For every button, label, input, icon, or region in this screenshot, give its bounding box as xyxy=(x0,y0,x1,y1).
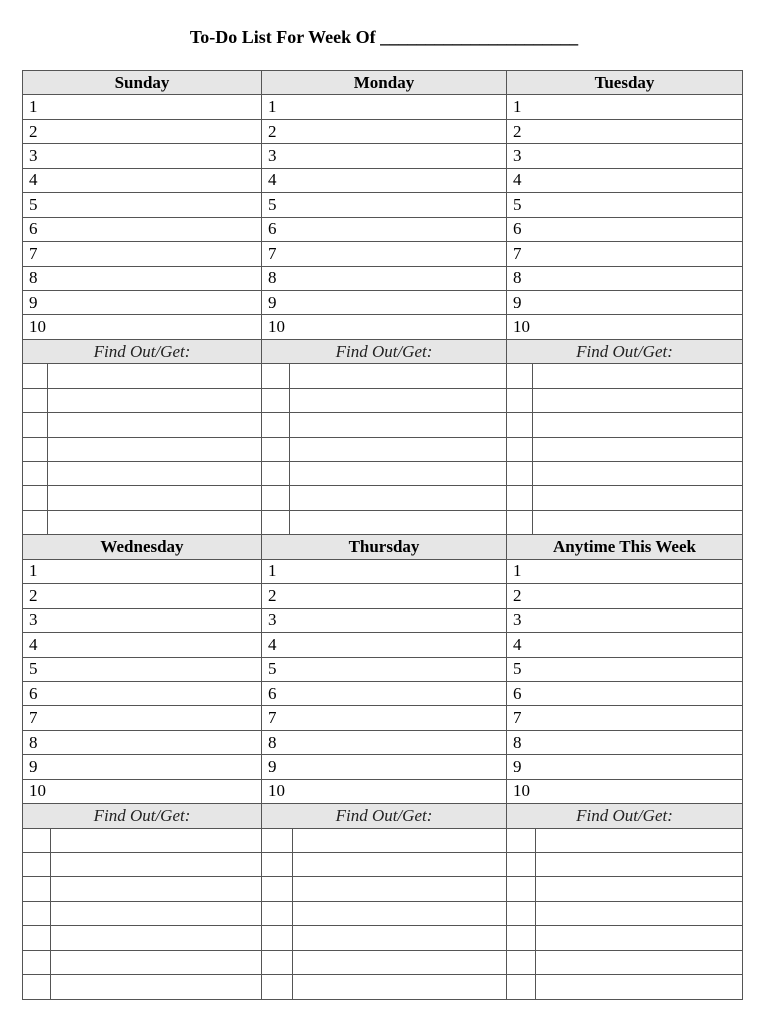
task-cell[interactable]: 3 xyxy=(507,144,743,168)
find-out-cell[interactable] xyxy=(262,413,507,437)
find-out-cell[interactable] xyxy=(262,901,507,925)
checkbox-column-divider xyxy=(47,364,48,387)
checkbox-column-divider xyxy=(289,511,290,534)
task-cell[interactable]: 5 xyxy=(23,193,262,217)
checkbox-column-divider xyxy=(532,438,533,461)
find-out-cell[interactable] xyxy=(23,437,262,461)
find-out-row xyxy=(23,950,743,974)
find-out-cell[interactable] xyxy=(262,877,507,901)
day-header-row xyxy=(23,71,743,95)
task-row xyxy=(23,681,743,705)
task-cell[interactable]: 9 xyxy=(262,290,507,314)
task-cell[interactable]: 9 xyxy=(23,290,262,314)
find-out-get-label: Find Out/Get: xyxy=(23,339,262,363)
task-row xyxy=(23,95,743,119)
task-cell[interactable]: 3 xyxy=(262,144,507,168)
task-cell[interactable]: 4 xyxy=(507,633,743,657)
task-cell[interactable]: 2 xyxy=(23,119,262,143)
task-cell[interactable]: 7 xyxy=(262,706,507,730)
task-cell[interactable]: 1 xyxy=(507,559,743,583)
task-cell[interactable]: 8 xyxy=(507,730,743,754)
task-cell[interactable]: 1 xyxy=(262,95,507,119)
task-cell[interactable]: 3 xyxy=(262,608,507,632)
task-cell[interactable]: 10 xyxy=(23,315,262,339)
find-out-cell[interactable] xyxy=(23,877,262,901)
find-out-row xyxy=(23,926,743,950)
task-cell[interactable]: 2 xyxy=(262,584,507,608)
find-out-cell[interactable] xyxy=(507,975,743,1000)
find-out-row xyxy=(23,975,743,1000)
checkbox-column-divider xyxy=(292,853,293,876)
task-row xyxy=(23,193,743,217)
find-out-row xyxy=(23,853,743,877)
find-out-get-label: Find Out/Get: xyxy=(262,339,507,363)
task-row xyxy=(23,706,743,730)
task-cell[interactable]: 1 xyxy=(262,559,507,583)
find-out-cell[interactable] xyxy=(23,510,262,534)
day-header-tuesday: Tuesday xyxy=(507,71,743,95)
find-out-cell[interactable] xyxy=(507,926,743,950)
checkbox-column-divider xyxy=(50,853,51,876)
find-out-cell[interactable] xyxy=(23,486,262,510)
find-out-cell[interactable] xyxy=(507,462,743,486)
task-cell[interactable]: 7 xyxy=(262,242,507,266)
task-cell[interactable]: 9 xyxy=(262,755,507,779)
task-cell[interactable]: 6 xyxy=(23,217,262,241)
task-cell[interactable]: 3 xyxy=(507,608,743,632)
find-out-cell[interactable] xyxy=(507,510,743,534)
find-out-cell[interactable] xyxy=(262,926,507,950)
task-cell[interactable]: 10 xyxy=(507,315,743,339)
task-cell[interactable]: 5 xyxy=(507,657,743,681)
task-cell[interactable]: 7 xyxy=(507,706,743,730)
task-row xyxy=(23,779,743,803)
find-out-row xyxy=(23,901,743,925)
task-cell[interactable]: 5 xyxy=(507,193,743,217)
checkbox-column-divider xyxy=(292,926,293,949)
day-header-thursday: Thursday xyxy=(262,535,507,559)
checkbox-column-divider xyxy=(47,389,48,412)
find-out-row xyxy=(23,462,743,486)
find-out-cell[interactable] xyxy=(507,388,743,412)
checkbox-column-divider xyxy=(292,975,293,999)
day-header-monday: Monday xyxy=(262,71,507,95)
checkbox-column-divider xyxy=(535,975,536,999)
find-out-cell[interactable] xyxy=(23,462,262,486)
task-row xyxy=(23,242,743,266)
task-cell[interactable]: 2 xyxy=(23,584,262,608)
task-cell[interactable]: 1 xyxy=(507,95,743,119)
checkbox-column-divider xyxy=(50,951,51,974)
find-out-cell[interactable] xyxy=(262,462,507,486)
task-row xyxy=(23,559,743,583)
find-out-cell[interactable] xyxy=(262,510,507,534)
task-cell[interactable]: 7 xyxy=(23,242,262,266)
task-cell[interactable]: 8 xyxy=(507,266,743,290)
task-cell[interactable]: 8 xyxy=(262,730,507,754)
checkbox-column-divider xyxy=(535,951,536,974)
find-out-header-row xyxy=(23,804,743,828)
task-cell[interactable]: 10 xyxy=(23,779,262,803)
task-cell[interactable]: 2 xyxy=(507,584,743,608)
find-out-cell[interactable] xyxy=(507,486,743,510)
checkbox-column-divider xyxy=(289,462,290,485)
task-row xyxy=(23,290,743,314)
task-cell[interactable]: 10 xyxy=(262,315,507,339)
task-cell[interactable]: 6 xyxy=(23,681,262,705)
find-out-cell[interactable] xyxy=(507,853,743,877)
checkbox-column-divider xyxy=(289,389,290,412)
page-title: To-Do List For Week Of ______________________ xyxy=(189,27,579,47)
find-out-cell[interactable] xyxy=(23,853,262,877)
task-cell[interactable]: 2 xyxy=(262,119,507,143)
find-out-row xyxy=(23,388,743,412)
task-cell[interactable]: 4 xyxy=(262,633,507,657)
checkbox-column-divider xyxy=(47,486,48,509)
checkbox-column-divider xyxy=(292,829,293,852)
task-cell[interactable]: 1 xyxy=(23,95,262,119)
find-out-cell[interactable] xyxy=(23,413,262,437)
find-out-cell[interactable] xyxy=(262,437,507,461)
task-cell[interactable]: 4 xyxy=(23,168,262,192)
weekly-planner-table xyxy=(22,70,743,1000)
task-cell[interactable]: 4 xyxy=(262,168,507,192)
checkbox-column-divider xyxy=(292,877,293,900)
task-row xyxy=(23,119,743,143)
task-cell[interactable]: 6 xyxy=(262,217,507,241)
find-out-row xyxy=(23,828,743,852)
checkbox-column-divider xyxy=(289,486,290,509)
find-out-cell[interactable] xyxy=(507,364,743,388)
find-out-cell[interactable] xyxy=(262,486,507,510)
find-out-cell[interactable] xyxy=(262,388,507,412)
task-cell[interactable]: 5 xyxy=(262,657,507,681)
find-out-cell[interactable] xyxy=(262,364,507,388)
find-out-cell[interactable] xyxy=(507,413,743,437)
find-out-cell[interactable] xyxy=(507,901,743,925)
day-header-anytime-this-week: Anytime This Week xyxy=(507,535,743,559)
task-cell[interactable]: 9 xyxy=(23,755,262,779)
checkbox-column-divider xyxy=(292,902,293,925)
find-out-cell[interactable] xyxy=(262,950,507,974)
find-out-cell[interactable] xyxy=(507,437,743,461)
task-cell[interactable]: 9 xyxy=(507,755,743,779)
task-cell[interactable]: 3 xyxy=(23,144,262,168)
task-cell[interactable]: 2 xyxy=(507,119,743,143)
checkbox-column-divider xyxy=(50,829,51,852)
task-cell[interactable]: 9 xyxy=(507,290,743,314)
find-out-row xyxy=(23,877,743,901)
checkbox-column-divider xyxy=(532,364,533,387)
find-out-cell[interactable] xyxy=(23,950,262,974)
find-out-get-label: Find Out/Get: xyxy=(23,804,262,828)
find-out-cell[interactable] xyxy=(262,828,507,852)
checkbox-column-divider xyxy=(535,877,536,900)
find-out-cell[interactable] xyxy=(507,950,743,974)
task-cell[interactable]: 8 xyxy=(23,730,262,754)
task-cell[interactable]: 5 xyxy=(262,193,507,217)
checkbox-column-divider xyxy=(532,413,533,436)
checkbox-column-divider xyxy=(535,926,536,949)
task-cell[interactable]: 4 xyxy=(23,633,262,657)
checkbox-column-divider xyxy=(50,975,51,999)
task-cell[interactable]: 10 xyxy=(262,779,507,803)
checkbox-column-divider xyxy=(47,438,48,461)
task-row xyxy=(23,168,743,192)
day-header-wednesday: Wednesday xyxy=(23,535,262,559)
day-header-row xyxy=(23,535,743,559)
find-out-row xyxy=(23,486,743,510)
find-out-cell[interactable] xyxy=(23,364,262,388)
checkbox-column-divider xyxy=(289,438,290,461)
task-cell[interactable]: 1 xyxy=(23,559,262,583)
task-cell[interactable]: 4 xyxy=(507,168,743,192)
task-row xyxy=(23,217,743,241)
find-out-cell[interactable] xyxy=(23,926,262,950)
checkbox-column-divider xyxy=(532,486,533,509)
find-out-get-label: Find Out/Get: xyxy=(507,339,743,363)
task-row xyxy=(23,584,743,608)
find-out-cell[interactable] xyxy=(507,877,743,901)
checkbox-column-divider xyxy=(535,853,536,876)
task-row xyxy=(23,730,743,754)
find-out-get-label: Find Out/Get: xyxy=(507,804,743,828)
task-cell[interactable]: 6 xyxy=(262,681,507,705)
find-out-cell[interactable] xyxy=(262,975,507,1000)
find-out-cell[interactable] xyxy=(23,901,262,925)
find-out-cell[interactable] xyxy=(23,828,262,852)
task-cell[interactable]: 7 xyxy=(23,706,262,730)
find-out-row xyxy=(23,437,743,461)
find-out-cell[interactable] xyxy=(23,388,262,412)
day-header-sunday: Sunday xyxy=(23,71,262,95)
find-out-row xyxy=(23,510,743,534)
checkbox-column-divider xyxy=(535,902,536,925)
find-out-header-row xyxy=(23,339,743,363)
checkbox-column-divider xyxy=(532,389,533,412)
checkbox-column-divider xyxy=(532,511,533,534)
task-cell[interactable]: 10 xyxy=(507,779,743,803)
task-cell[interactable]: 6 xyxy=(507,681,743,705)
task-cell[interactable]: 5 xyxy=(23,657,262,681)
checkbox-column-divider xyxy=(47,511,48,534)
checkbox-column-divider xyxy=(50,877,51,900)
find-out-cell[interactable] xyxy=(23,975,262,1000)
checkbox-column-divider xyxy=(535,829,536,852)
task-row xyxy=(23,633,743,657)
checkbox-column-divider xyxy=(292,951,293,974)
find-out-cell[interactable] xyxy=(507,828,743,852)
task-row xyxy=(23,144,743,168)
checkbox-column-divider xyxy=(50,902,51,925)
checkbox-column-divider xyxy=(50,926,51,949)
task-cell[interactable]: 7 xyxy=(507,242,743,266)
checkbox-column-divider xyxy=(47,462,48,485)
checkbox-column-divider xyxy=(47,413,48,436)
checkbox-column-divider xyxy=(289,413,290,436)
task-row xyxy=(23,657,743,681)
find-out-row xyxy=(23,413,743,437)
checkbox-column-divider xyxy=(289,364,290,387)
task-cell[interactable]: 3 xyxy=(23,608,262,632)
find-out-get-label: Find Out/Get: xyxy=(262,804,507,828)
task-row xyxy=(23,315,743,339)
find-out-cell[interactable] xyxy=(262,853,507,877)
find-out-row xyxy=(23,364,743,388)
task-row xyxy=(23,266,743,290)
checkbox-column-divider xyxy=(532,462,533,485)
task-cell[interactable]: 6 xyxy=(507,217,743,241)
task-cell[interactable]: 8 xyxy=(262,266,507,290)
task-row xyxy=(23,755,743,779)
task-cell[interactable]: 8 xyxy=(23,266,262,290)
task-row xyxy=(23,608,743,632)
